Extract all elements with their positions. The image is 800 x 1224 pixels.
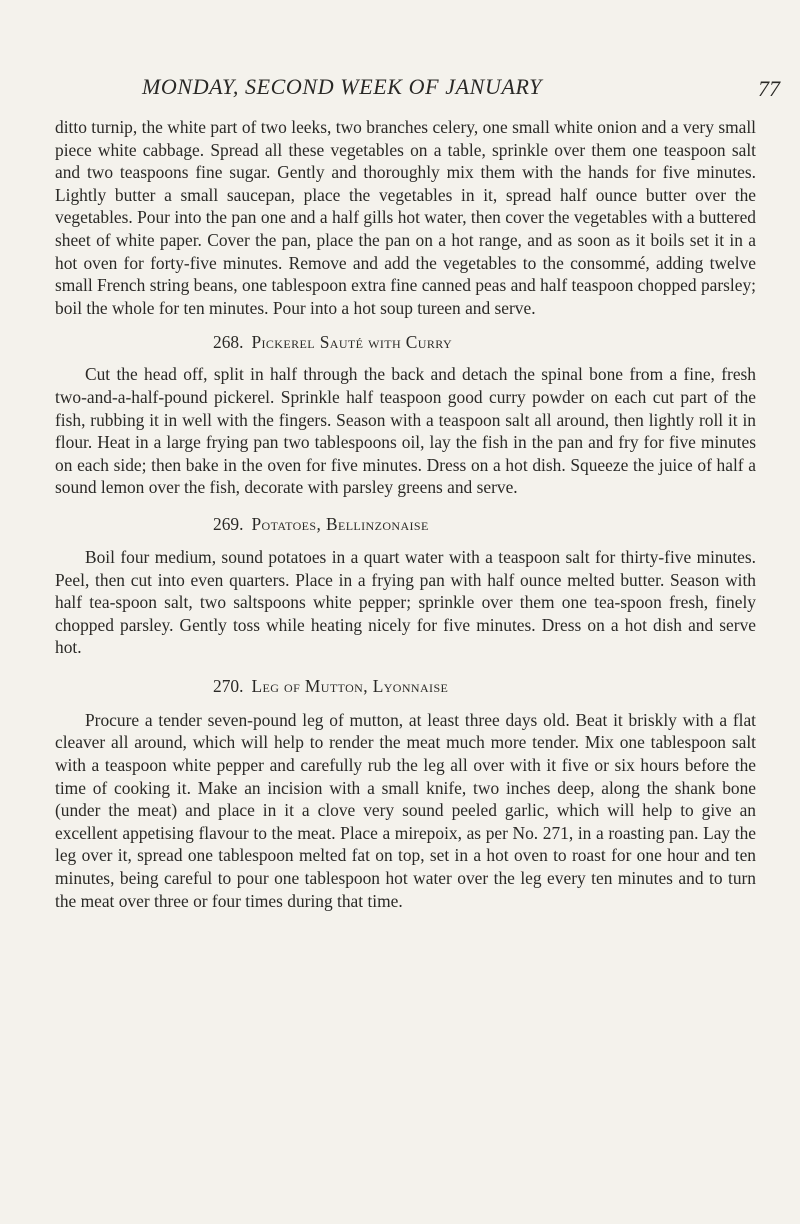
recipe-title: Potatoes, Bellinzonaise bbox=[251, 513, 429, 534]
recipe-heading-268 bbox=[55, 331, 756, 353]
recipe-number: 270. bbox=[213, 675, 244, 696]
recipe-heading-270 bbox=[55, 675, 756, 697]
recipe-heading-269 bbox=[55, 513, 756, 535]
recipe-number: 268. bbox=[213, 332, 244, 353]
running-title: MONDAY, SECOND WEEK OF JANUARY bbox=[142, 74, 542, 99]
recipe-title: Leg of Mutton, Lyonnaise bbox=[251, 675, 449, 696]
recipe-text-268: Cut the head off, split in half through the back and detach the spinal bone from a fine, fresh two-and-a-half-pound pickerel. Sprinkle half teaspoon good curry powder on each cut part of the fish, rubbing it in well with the fingers. Season with a teaspoon salt all around, then lightly roll it in flour. Heat in a large frying pan two tablespoons oil, lay the fish in the pan and fry for five minutes on each side; then bake in the oven for five minutes. Dress on a hot dish. Squeeze the juice of half a sound lemon over the fish, decorate with parsley greens and serve. bbox=[55, 364, 756, 498]
recipe-text-270: Procure a tender seven-pound leg of mutton, at least three days old. Beat it briskly with a flat cleaver all around, which will help to render the meat much more tender. Mix one tablespoon salt with a teaspoon white pepper and carefully rub the leg all over with it five or six hours before the time of cooking it. Make an incision with a small knife, two inches deep, along the shank bone (under the meat) and place in it a clove very sound peeled garlic, which will help to give an excellent appetising flavour to the meat. Place a mirepoix, as per No. 271, in a roasting pan. Lay the leg over it, spread one tablespoon melted fat on top, set in a hot oven to roast for one hour and ten minutes, being careful to pour one tablespoon hot water over the leg every ten minutes and to turn the meat over three or four times during that time. bbox=[55, 709, 756, 911]
page-content bbox=[55, 116, 756, 912]
page-number: 77 bbox=[758, 76, 780, 101]
recipe-text-269: Boil four medium, sound potatoes in a quart water with a teaspoon salt for thirty-five minutes. Peel, then cut into even quarters. Place in a frying pan with half ounce melted butter. Season with half tea-spoon salt, two saltspoons white pepper; sprinkle over them one tea-spoon fresh, finely chopped parsley. Gently toss while heating nicely for five minutes. Dress on a hot dish and serve hot. bbox=[55, 546, 756, 658]
recipe-title: Pickerel Sauté with Curry bbox=[251, 332, 453, 353]
continued-paragraph: ditto turnip, the white part of two leeks, two branches celery, one small white onion and a very small piece white cabbage. Spread all these vegetables on a table, sprinkle over them one teaspoon salt and two teaspoons fine sugar. Gently and thoroughly mix them with the hands for five minutes. Lightly butter a small saucepan, place the vegetables in it, spread half ounce butter over the vegetables. Pour into the pan one and a half gills hot water, then cover the vegetables with a buttered sheet of white paper. Cover the pan, place the pan on a hot range, and as soon as it boils set it in a hot oven for forty-five minutes. Remove and add the vegetables to the consommé, adding twelve small French string beans, one tablespoon extra fine canned peas and half teaspoon chopped parsley; boil the whole for ten minutes. Pour into a hot soup tureen and serve. bbox=[55, 117, 756, 318]
running-header bbox=[0, 74, 800, 108]
recipe-number: 269. bbox=[213, 513, 244, 534]
